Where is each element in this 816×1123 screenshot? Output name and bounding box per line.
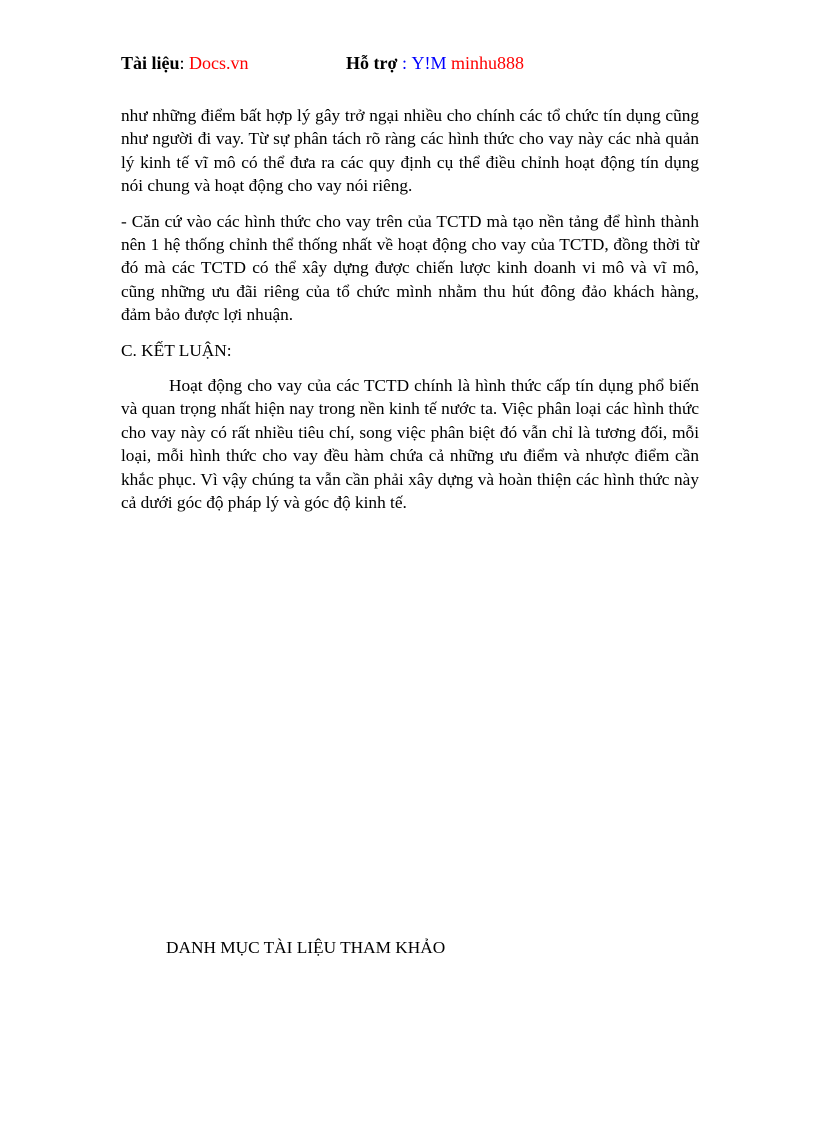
header-support-id: minhu888 <box>450 53 524 73</box>
page-header <box>121 53 721 77</box>
header-doc-label: Tài liệu <box>121 53 180 73</box>
header-support-separator: : <box>401 53 407 73</box>
conclusion-paragraph: Hoạt động cho vay của các TCTD chính là hình thức cấp tín dụng phổ biến và quan trọng nhất hiện nay trong nền kinh tế nước ta. Việc phân loại các hình thức cho vay này có rất nhiều tiêu chí, song việc phân biệt đó vẫn chỉ là tương đối, mỗi loại, mỗi hình thức cho vay đều hàm chứa cả những ưu điểm và nhược điểm cần khắc phục. Vì vậy chúng ta vẫn cần phải xây dựng và hoàn thiện các hình thức này cả dưới góc độ pháp lý và góc độ kinh tế. <box>121 376 699 513</box>
header-document-source <box>121 53 249 74</box>
references-heading: DANH MỤC TÀI LIỆU THAM KHẢO <box>166 938 446 957</box>
body-paragraph-2: - Căn cứ vào các hình thức cho vay trên của TCTD mà tạo nền tảng để hình thành nên 1 hệ thống chỉnh thể thống nhất về hoạt động cho vay của TCTD, đồng thời từ đó mà các TCTD có thể xây dựng được chiến lược kinh doanh vi mô và vĩ mô, cũng những ưu đãi riêng của tổ chức mình nhằm thu hút đông đảo khách hàng, đảm bảo được lợi nhuận. <box>121 211 699 325</box>
header-doc-separator: : <box>179 53 185 73</box>
body-paragraph-1: như những điểm bất hợp lý gây trở ngại nhiều cho chính các tổ chức tín dụng cũng như người đi vay. Từ sự phân tách rõ ràng các hình thức cho vay này các nhà quản lý kinh tế vĩ mô có thể đưa ra các quy định cụ thể điều chỉnh hoạt động tín dụng nói chung và hoạt động cho vay nói riêng. <box>121 106 699 196</box>
header-support <box>346 53 524 74</box>
header-support-ym: Y!M <box>411 53 447 73</box>
document-body <box>121 104 699 527</box>
header-doc-site-link[interactable]: Docs.vn <box>189 53 249 73</box>
header-support-label: Hỗ trợ <box>346 53 398 73</box>
conclusion-heading: C. KẾT LUẬN: <box>121 340 232 360</box>
